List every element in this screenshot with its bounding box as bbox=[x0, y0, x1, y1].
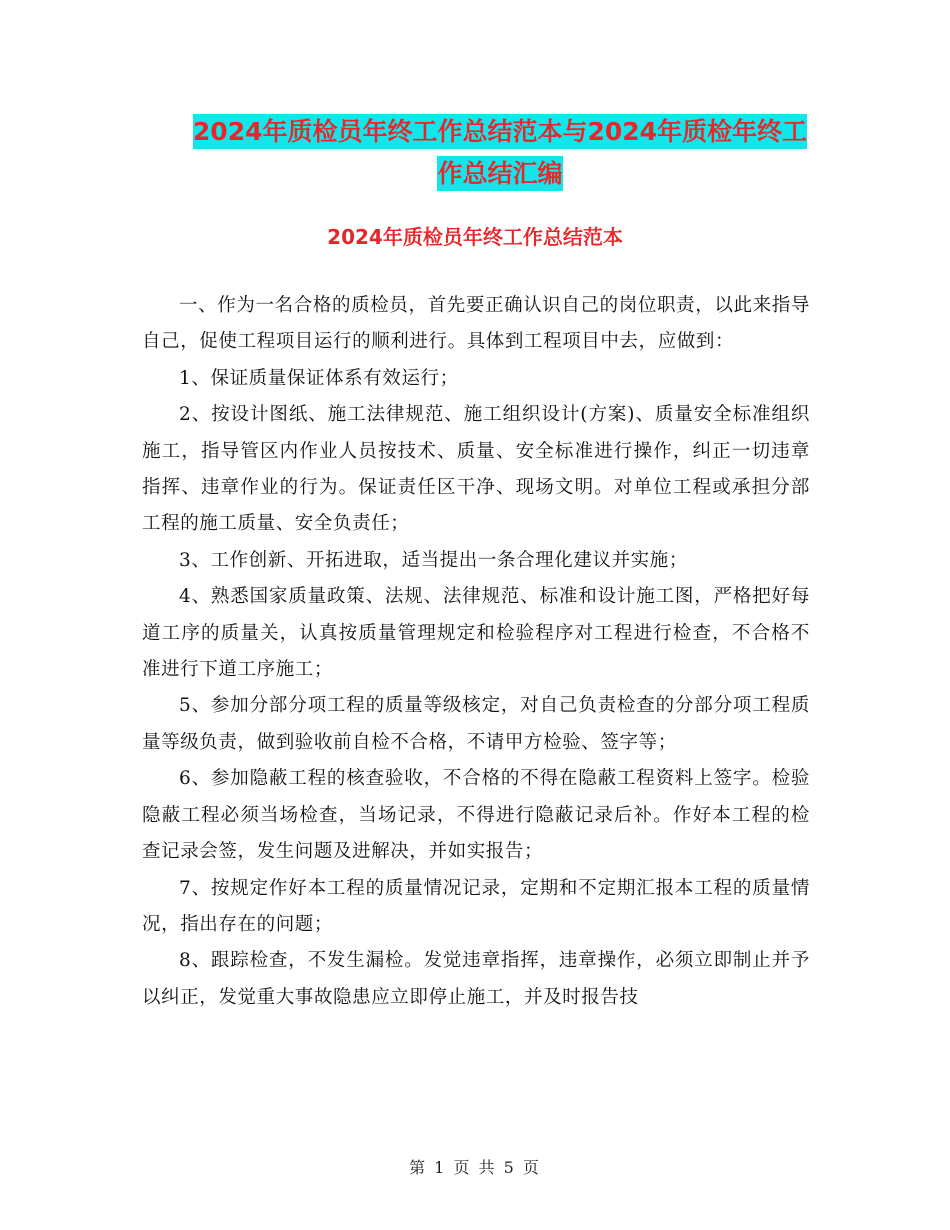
paragraph: 7、按规定作好本工程的质量情况记录，定期和不定期汇报本工程的质量情况，指出存在的问题； bbox=[142, 877, 810, 935]
paragraph: 6、参加隐蔽工程的核查验收，不合格的不得在隐蔽工程资料上签字。检验隐蔽工程必须当场检查，当场记录，不得进行隐蔽记录后补。作好本工程的检查记录会签，发生问题及进解决，并如实报告； bbox=[142, 768, 810, 863]
paragraph: 8、跟踪检查，不发生漏检。发觉违章指挥，违章操作，必须立即制止并予以纠正，发觉重大事故隐患应立即停止施工，并及时报告技 bbox=[142, 950, 810, 1008]
section-title: 2024年质检员年终工作总结范本 bbox=[327, 225, 623, 249]
document-title-line-2 bbox=[150, 152, 850, 196]
document-title-line-1 bbox=[150, 110, 850, 154]
document-title-text-2: 作总结汇编 bbox=[437, 156, 562, 191]
paragraph: 一、作为一名合格的质检员，首先要正确认识自己的岗位职责，以此来指导自己，促使工程项目运行的顺利进行。具体到工程项目中去，应做到： bbox=[142, 295, 810, 353]
page-footer: 第 1 页 共 5 页 bbox=[409, 1158, 541, 1177]
paragraph: 1、保证质量保证体系有效运行； bbox=[179, 367, 459, 389]
paragraph: 4、熟悉国家质量政策、法规、法律规范、标准和设计施工图，严格把好每道工序的质量关，认真按质量管理规定和检验程序对工程进行检查，不合格不准进行下道工序施工； bbox=[142, 586, 810, 681]
document-title-text-1: 2024年质检员年终工作总结范本与2024年质检年终工 bbox=[193, 114, 807, 149]
paragraph: 5、参加分部分项工程的质量等级核定，对自己负责检查的分部分项工程质量等级负责，做到验收前自检不合格，不请甲方检验、签字等； bbox=[142, 695, 810, 753]
document-body bbox=[142, 288, 810, 1016]
paragraph: 2、按设计图纸、施工法律规范、施工组织设计(方案)、质量安全标准组织施工，指导管区内作业人员按技术、质量、安全标准进行操作，纠正一切违章指挥、违章作业的行为。保证责任区干净、现场文明。对单位工程或承担分部工程的施工质量、安全负责任； bbox=[142, 404, 810, 535]
paragraph: 3、工作创新、开拓进取，适当提出一条合理化建议并实施； bbox=[179, 549, 688, 571]
